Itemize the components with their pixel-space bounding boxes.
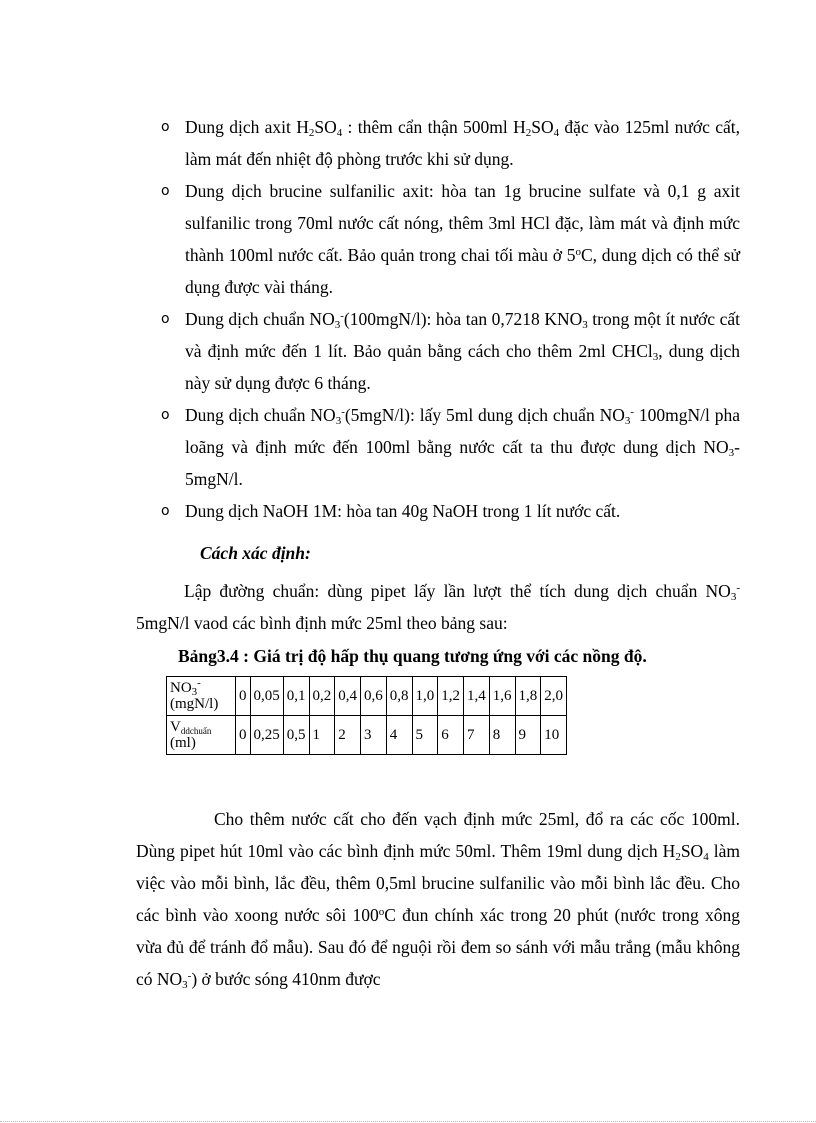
table-cell: 0 <box>236 677 251 716</box>
table-cell: 0,1 <box>283 677 309 716</box>
table-cell: 2,0 <box>541 677 567 716</box>
bullet-icon: o <box>161 183 170 199</box>
table-cell: 9 <box>515 716 541 755</box>
table-cell: 7 <box>464 716 490 755</box>
table-cell: 1,2 <box>438 677 464 716</box>
row-header-volume: $V_{ddchuẩn}$ (ml) <box>167 716 236 755</box>
table-cell: 0,8 <box>386 677 412 716</box>
table-cell: 1,0 <box>412 677 438 716</box>
table-row <box>167 716 567 755</box>
table-cell: 6 <box>438 716 464 755</box>
page-bottom-divider <box>0 1121 816 1122</box>
table-caption: Bảng3.4 : Giá trị độ hấp thụ quang tương ứng với các nồng độ. <box>178 646 647 666</box>
table-cell: 1 <box>309 716 335 755</box>
table-cell: 5 <box>412 716 438 755</box>
table-cell: 0,4 <box>335 677 361 716</box>
bullet-icon: o <box>161 503 170 519</box>
section-heading: Cách xác định: <box>200 543 311 563</box>
bullet-icon: o <box>161 407 170 423</box>
bullet-icon: o <box>161 311 170 327</box>
concentration-table <box>166 676 567 755</box>
list-item: o Dung dịch chuẩn $NO_3^-(100mgN/l)$: hòa tan 0,7218 $KNO_3$ trong một ít nước cất và định mức đến 1 lít. Bảo quản bằng cách cho thêm 2ml CHCl$_3$, dung dịch này sử dụng được 6 tháng. <box>158 303 740 399</box>
table-cell: 1,6 <box>489 677 515 716</box>
table-cell: 1,8 <box>515 677 541 716</box>
table-cell: 8 <box>489 716 515 755</box>
table-cell: 0,6 <box>361 677 387 716</box>
bullet-icon: o <box>161 119 170 135</box>
table-cell: 0,5 <box>283 716 309 755</box>
row-header-concentration: $NO_3^-$ (mgN/l) <box>167 677 236 716</box>
table-cell: 4 <box>386 716 412 755</box>
paragraph-procedure: Cho thêm nước cất cho đến vạch định mức 25ml, đổ ra các cốc 100ml. Dùng pipet hút 10ml vào các bình định mức 50ml. Thêm 19ml dung dịch $H_2SO_4$ làm việc vào mỗi bình, lắc đều, thêm 0,5ml brucine sulfanilic vào mỗi bình lắc đều. Cho các bình vào xoong nước sôi 100$^o$C đun chính xác trong 20 phút (nước trong xông vừa đủ để tránh đổ mẫu). Sau đó để nguội rồi đem so sánh với mẫu trắng (mẫu không có $NO_3^-$) ở bước sóng 410nm được <box>136 809 740 991</box>
list-item: o Dung dịch axit $H_2SO_4$ : thêm cẩn thận 500ml $H_2SO_4$ đặc vào 125ml nước cất, làm mát đến nhiệt độ phòng trước khi sử dụng. <box>158 111 740 175</box>
table-cell: 1,4 <box>464 677 490 716</box>
list-item: o Dung dịch brucine sulfanilic axit: hòa tan 1g brucine sulfate và 0,1 g axit sulfanilic trong 70ml nước cất nóng, thêm 3ml HCl đặc, làm mát và định mức thành 100ml nước cất. Bảo quản trong chai tối màu ở 5$^o$C, dung dịch có thể sử dụng được vài tháng. <box>158 175 740 303</box>
reagent-list <box>158 111 740 527</box>
table-cell: 0,2 <box>309 677 335 716</box>
list-item: o Dung dịch chuẩn $NO_3^-(5mgN/l)$: lấy 5ml dung dịch chuẩn $NO_3^-$ 100mgN/l pha loãng và định mức đến 100ml bằng nước cất ta thu được dung dịch $NO_3-5mgN/l$. <box>158 399 740 495</box>
table-cell: 0 <box>236 716 251 755</box>
paragraph-intro: Lập đường chuẩn: dùng pipet lấy lần lượt thể tích dung dịch chuẩn $NO_3^-$ 5mgN/l vaod các bình định mức 25ml theo bảng sau: <box>136 581 740 633</box>
table-row <box>167 677 567 716</box>
list-item: o Dung dịch NaOH 1M: hòa tan 40g NaOH trong 1 lít nước cất. <box>158 495 740 527</box>
table-cell: 2 <box>335 716 361 755</box>
table-cell: 3 <box>361 716 387 755</box>
table-cell: 0,05 <box>250 677 283 716</box>
table-cell: 0,25 <box>250 716 283 755</box>
table-cell: 10 <box>541 716 567 755</box>
